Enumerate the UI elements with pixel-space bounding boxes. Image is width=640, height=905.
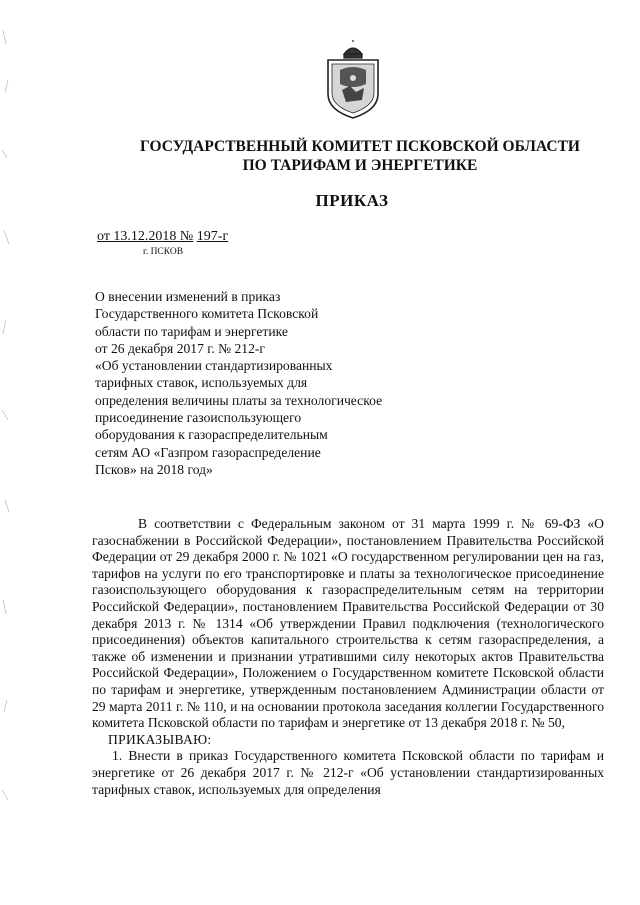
document-date-number: [97, 229, 228, 245]
document-body: [92, 516, 604, 798]
subject-line: определения величины платы за технологическое: [95, 392, 383, 408]
subject-line: тарифных ставок, используемых для: [95, 375, 308, 391]
organization-line-2: ПО ТАРИФАМ И ЭНЕРГЕТИКЕ: [242, 157, 478, 174]
organization-line-1: ГОСУДАРСТВЕННЫЙ КОМИТЕТ ПСКОВСКОЙ ОБЛАСТИ: [139, 138, 580, 155]
document-city: г. ПСКОВ: [143, 247, 184, 257]
document-number: 197-г: [196, 229, 229, 244]
organization-title: [80, 137, 640, 175]
subject-line: Государственного комитета Псковской: [95, 306, 319, 322]
order-word: ПРИКАЗЫВАЮ:: [108, 731, 212, 747]
subject-line: Псков» на 2018 год»: [95, 461, 213, 477]
subject-line: сетям АО «Газпром газораспределение: [95, 444, 321, 460]
preamble-paragraph: В соответствии с Федеральным законом от 31 марта 1999 г. № 69-ФЗ «О газоснабжении в Российской Федерации», постановлением Правительства Российской Федерации от 29 декабря 2000 г. № 1021 «О государственном регулировании цен на газ, тарифов на услуги по его транспортировке и платы за технологическое присоединение газоиспользующего оборудования к газораспределительным сетям на территории Российской Федерации», постановлением Правительства Российской Федерации от 30 декабря 2013 г. № 1314 «Об утверждении Правил подключения (технологического присоединения) объектов капитального строительства к сетям газораспределения, а также об изменении и признании утратившими силу некоторых актов Правительства Российской Федерации», Положением о Государственном комитете Псковской области по тарифам и энергетике, утвержденным постановлением Администрации области от 29 марта 2011 г. № 110, и на основании протокола заседания коллегии Государственного комитета Псковской области по тарифам и энергетике от 13 декабря 2018 г. № 50,: [92, 516, 604, 731]
subject-line: от 26 декабря 2017 г. № 212-г: [95, 340, 265, 356]
subject-line: оборудования к газораспределительным: [95, 427, 328, 443]
document-date: от 13.12.2018 №: [97, 229, 194, 244]
subject-line: присоединение газоиспользующего: [95, 410, 302, 426]
subject-line: области по тарифам и энергетике: [95, 323, 288, 339]
scan-margin-noise: [0, 0, 14, 905]
subject-line: «Об установлении стандартизированных: [95, 358, 333, 374]
document-type-heading: ПРИКАЗ: [315, 191, 389, 210]
coat-of-arms-emblem: [322, 40, 384, 120]
order-item-1: 1. Внести в приказ Государственного комитета Псковской области по тарифам и энергетике от 26 декабря 2017 г. № 212-г «Об установлении стандартизированных тарифных ставок, используемых для определения: [92, 748, 604, 797]
document-subject: [95, 288, 435, 478]
subject-line: О внесении изменений в приказ: [95, 289, 281, 304]
